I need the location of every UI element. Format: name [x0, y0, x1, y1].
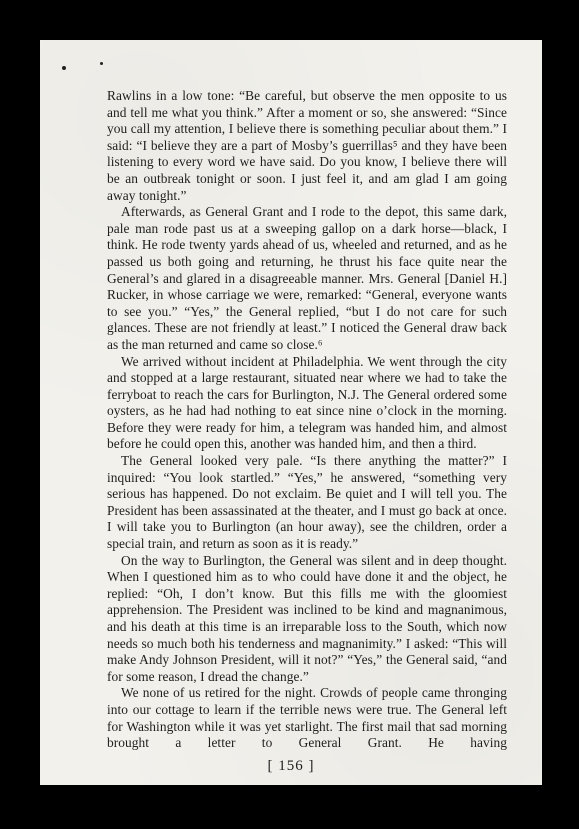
scan-speck [62, 66, 66, 70]
book-page [40, 40, 542, 785]
body-text [107, 88, 507, 752]
paragraph: On the way to Burlington, the General was silent and in deep thought. When I questioned him as to who could have done it and the object, he replied: “Oh, I don’t know. But this fills me with the gloomiest apprehension. The President was inclined to be kind and magnanimous, and his death at this time is an irreparable loss to the South, which now needs so much both his tenderness and magnanimity.” I asked: “This will make Andy Johnson President, will it not?” “Yes,” the General said, “and for some reason, I dread the change.” [107, 552, 507, 684]
paragraph: We arrived without incident at Philadelphia. We went through the city and stopped at a large restaurant, situated near where we had to take the ferryboat to reach the cars for Burlington, N.J. The General ordered some oysters, as he had had nothing to eat since nine o’clock in the morning. Before they were ready for him, a telegram was handed him, and almost before he could open this, another was handed him, and then a third. [107, 353, 507, 452]
paragraph: We none of us retired for the night. Crowds of people came thronging into our cottage to learn if the terrible news were true. The General left for Washington while it was yet starlight. The first mail that sad morning brought a letter to General Grant. He having [107, 685, 507, 751]
scan-speck [100, 62, 103, 65]
page-number: [ 156 ] [267, 758, 315, 774]
paragraph: Afterwards, as General Grant and I rode to the depot, this same dark, pale man rode past us at a sweeping gallop on a dark horse—black, I think. He rode twenty yards ahead of us, wheeled and returned, and as he passed us both going and returning, he thrust his face quite near the General’s and glared in a disagreeable manner. Mrs. General [Daniel H.] Rucker, in whose carriage we were, remarked: “General, everyone wants to see you.” “Yes,” the General replied, “but I do not care for such glances. These are not friendly at least.” I noticed the General draw back as the man returned and came so close.⁶ [107, 204, 507, 352]
paragraph: Rawlins in a low tone: “Be careful, but observe the men opposite to us and tell me what you think.” After a moment or so, she answered: “Since you call my attention, I believe there is something peculiar about them.” I said: “I believe they are a part of Mosby’s guerrillas⁵ and they have been listening to every word we have said. Do you know, I believe there will be an outbreak tonight or soon. I just feel it, and am glad I am going away tonight.” [107, 88, 507, 203]
paragraph: The General looked very pale. “Is there anything the matter?” I inquired: “You look startled.” “Yes,” he answered, “something very serious has happened. Do not exclaim. Be quiet and I will tell you. The President has been assassinated at the theater, and I must go back at once. I will take you to Burlington (an hour away), see the children, order a special train, and return as soon as it is ready.” [107, 453, 507, 552]
